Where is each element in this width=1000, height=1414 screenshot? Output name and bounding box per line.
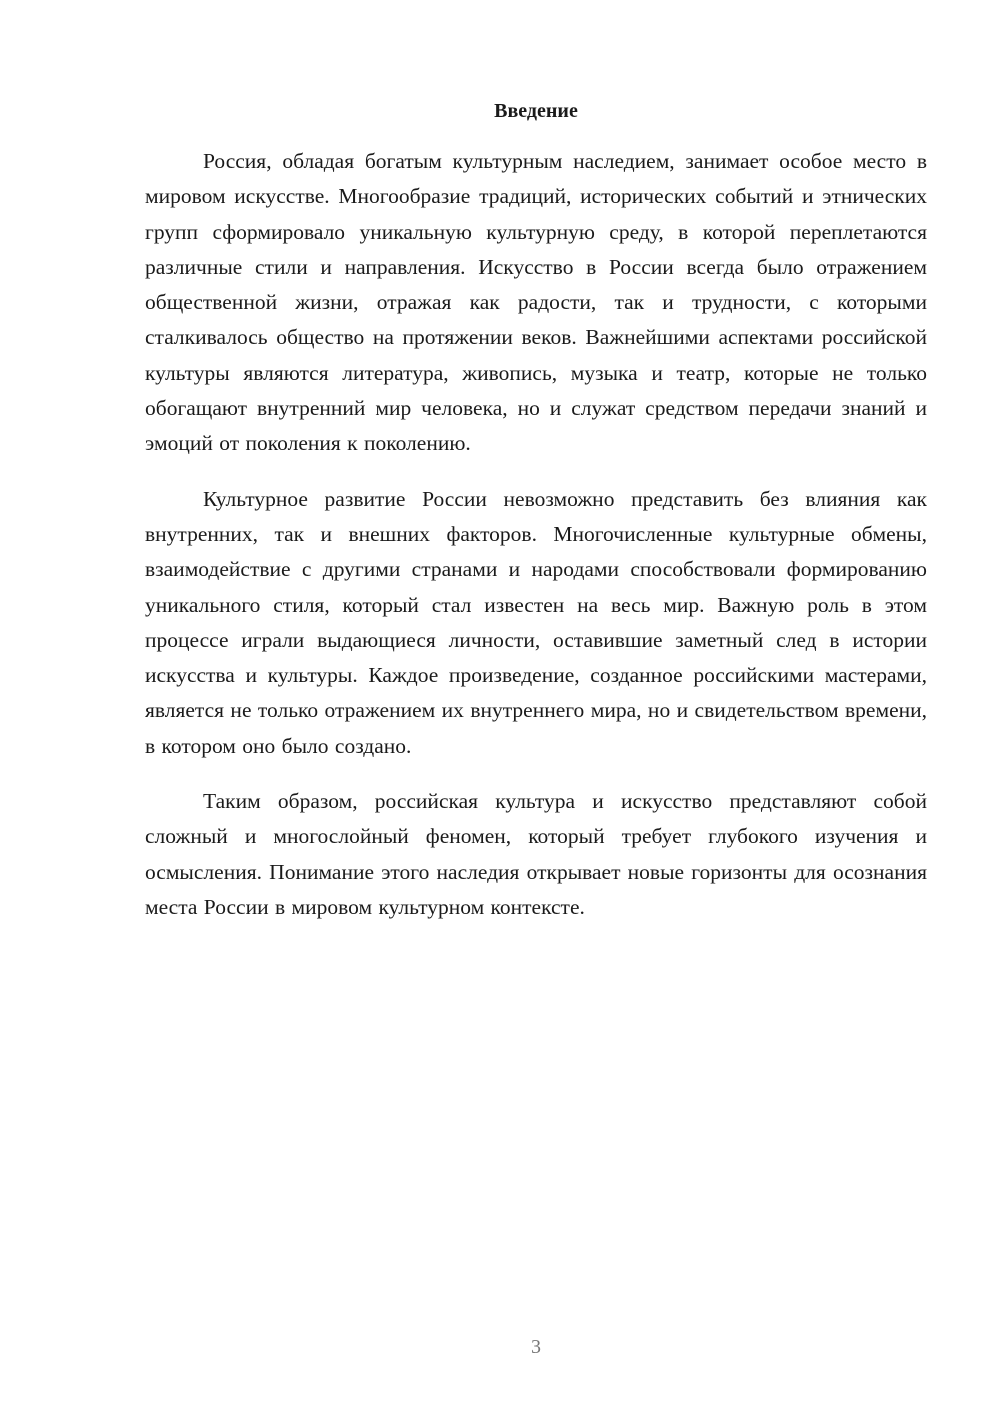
page-number: 3 [531, 1336, 541, 1358]
paragraph-3: Таким образом, российская культура и искусство представляют собой сложный и многослойный феномен, который требует глубокого изучения и осмысления. Понимание этого наследия открывает новые горизонты для осознания места России в мировом культурном контексте. [145, 789, 927, 919]
body-text [145, 144, 927, 925]
paragraph-2: Культурное развитие России невозможно представить без влияния как внутренних, так и внешних факторов. Многочисленные культурные обмены, взаимодействие с другими странами и народами способствовали формированию уникального стиля, который стал известен на весь мир. Важную роль в этом процессе играли выдающиеся личности, оставившие заметный след в истории искусства и культуры. Каждое произведение, созданное российскими мастерами, является не только отражением их внутреннего мира, но и свидетельством времени, в котором оно было создано. [145, 486, 927, 758]
paragraph-1: Россия, обладая богатым культурным наследием, занимает особое место в мировом искусстве. Многообразие традиций, исторических событий и этнических групп сформировало уникальную культурную среду, в которой переплетаются различные стили и направления. Искусство в России всегда было отражением общественной жизни, отражая как радости, так и трудности, с которыми сталкивалось общество на протяжении веков. Важнейшими аспектами российской культуры являются литература, живопись, музыка и театр, которые не только обогащают внутренний мир человека, но и служат средством передачи знаний и эмоций от поколения к поколению. [145, 149, 927, 456]
section-heading: Введение [494, 100, 578, 122]
